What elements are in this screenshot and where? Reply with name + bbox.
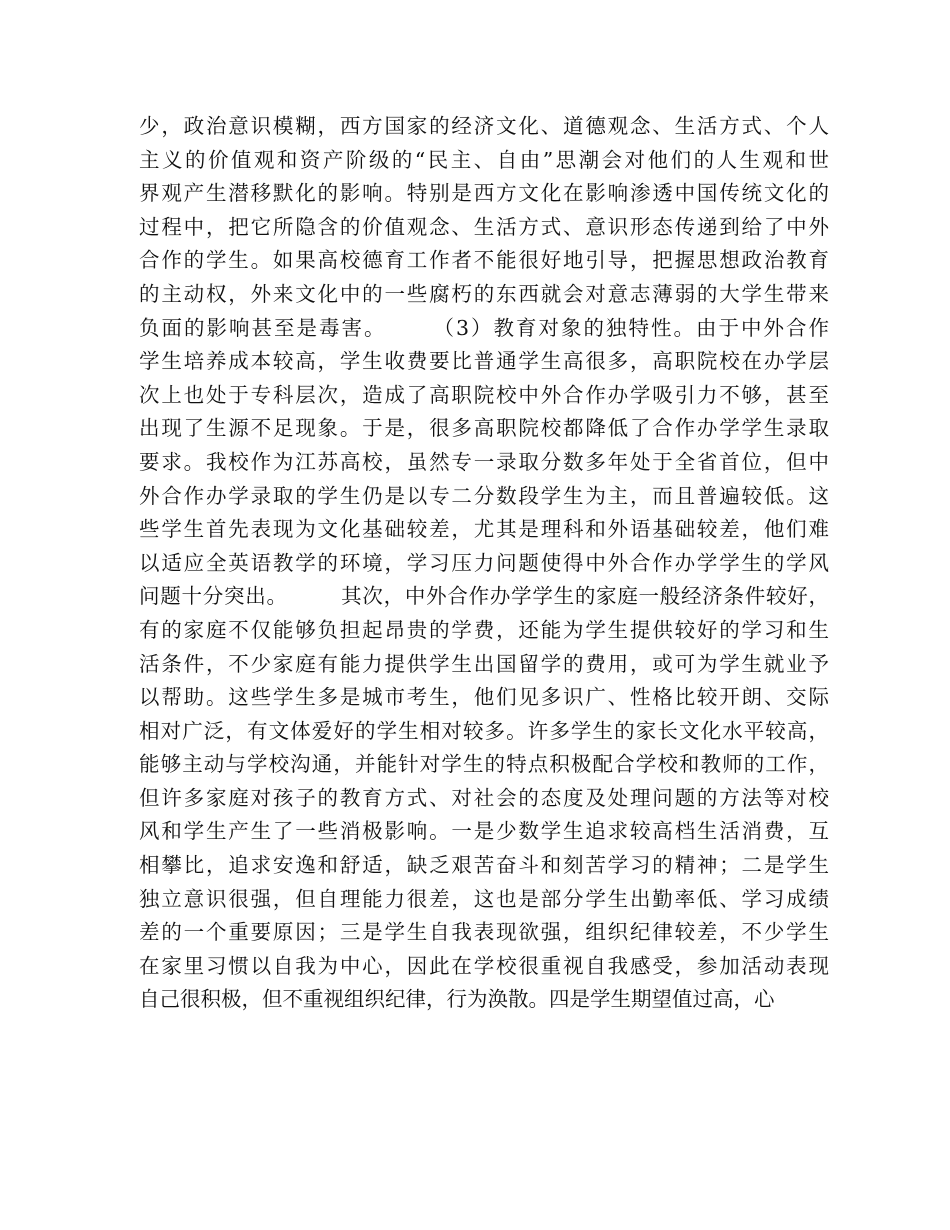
text-line: 风和学生产生了一些消极影响。一是少数学生追求较高档生活消费，互 bbox=[139, 819, 829, 844]
text-line: 在家里习惯以自我为中心，因此在学校很重视自我感受，参加活动表现 bbox=[139, 953, 829, 978]
text-line: 有的家庭不仅能够负担起昂贵的学费，还能为学生提供较好的学习和生 bbox=[139, 617, 829, 642]
text-line: 自己很积极，但不重视组织纪律，行为涣散。四是学生期望值过高，心 bbox=[139, 987, 775, 1012]
text-line: 相攀比，追求安逸和舒适，缺乏艰苦奋斗和刻苦学习的精神；二是学生 bbox=[139, 853, 829, 878]
text-line: 相对广泛，有文体爱好的学生相对较多。许多学生的家长文化水平较高， bbox=[139, 718, 829, 743]
text-line: 过程中，把它所隐含的价值观念、生活方式、意识形态传递到给了中外 bbox=[139, 214, 829, 239]
text-line: 但许多家庭对孩子的教育方式、对社会的态度及处理问题的方法等对校 bbox=[139, 785, 829, 810]
text-line: 负面的影响甚至是毒害。 （3）教育对象的独特性。由于中外合作 bbox=[139, 315, 829, 340]
text-line: 差的一个重要原因；三是学生自我表现欲强，组织纪律较差，不少学生 bbox=[139, 920, 829, 945]
text-line: 出现了生源不足现象。于是，很多高职院校都降低了合作办学学生录取 bbox=[139, 416, 829, 441]
text-line: 以帮助。这些学生多是城市考生，他们见多识广、性格比较开朗、交际 bbox=[139, 685, 829, 710]
text-line: 学生培养成本较高，学生收费要比普通学生高很多，高职院校在办学层 bbox=[139, 349, 829, 374]
text-line: 能够主动与学校沟通，并能针对学生的特点积极配合学校和教师的工作， bbox=[139, 752, 829, 777]
text-line: 少，政治意识模糊，西方国家的经济文化、道德观念、生活方式、个人 bbox=[139, 114, 829, 138]
body-text bbox=[139, 110, 829, 1017]
text-line: 些学生首先表现为文化基础较差，尤其是理科和外语基础较差，他们难 bbox=[139, 517, 829, 542]
text-line: 界观产生潜移默化的影响。特别是西方文化在影响渗透中国传统文化的 bbox=[139, 181, 829, 206]
text-line: 独立意识很强，但自理能力很差，这也是部分学生出勤率低、学习成绩 bbox=[139, 886, 829, 911]
text-line: 主义的价值观和资产阶级的“民主、自由”思潮会对他们的人生观和世 bbox=[139, 147, 829, 172]
text-line: 次上也处于专科层次，造成了高职院校中外合作办学吸引力不够，甚至 bbox=[139, 382, 829, 407]
text-line: 要求。我校作为江苏高校，虽然专一录取分数多年处于全省首位，但中 bbox=[139, 449, 829, 474]
text-line: 的主动权，外来文化中的一些腐朽的东西就会对意志薄弱的大学生带来 bbox=[139, 281, 829, 306]
text-line: 外合作办学录取的学生仍是以专二分数段学生为主，而且普遍较低。这 bbox=[139, 483, 829, 508]
text-line: 合作的学生。如果高校德育工作者不能很好地引导，把握思想政治教育 bbox=[139, 248, 829, 273]
text-line: 以适应全英语教学的环境，学习压力问题使得中外合作办学学生的学风 bbox=[139, 550, 829, 575]
text-line: 活条件，不少家庭有能力提供学生出国留学的费用，或可为学生就业予 bbox=[139, 651, 829, 676]
text-line: 问题十分突出。 其次，中外合作办学学生的家庭一般经济条件较好， bbox=[139, 584, 829, 609]
